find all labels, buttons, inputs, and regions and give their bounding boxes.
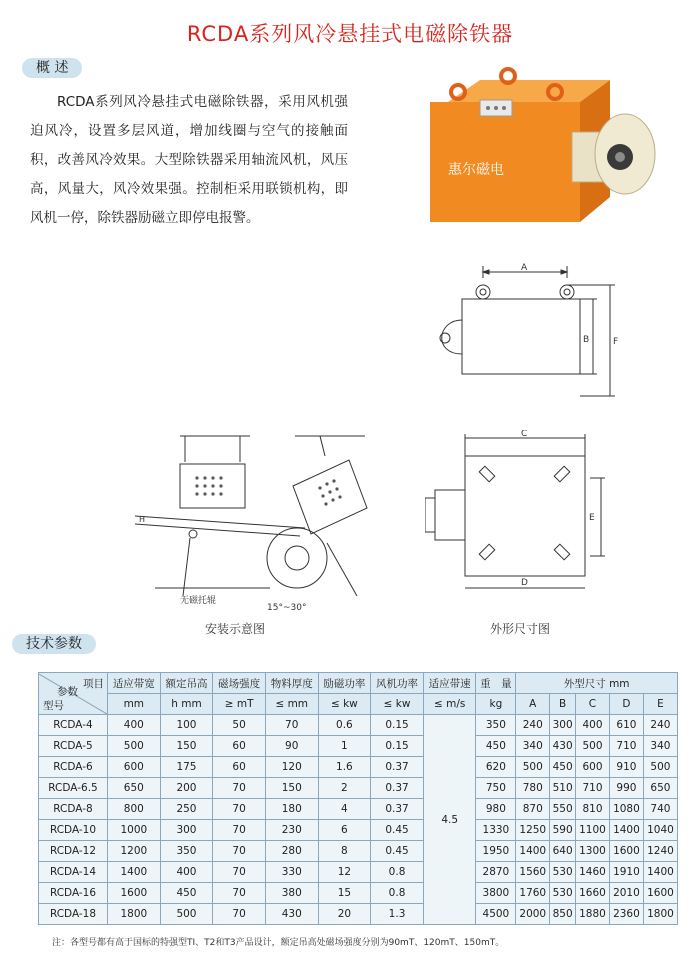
value-cell: 0.8 xyxy=(371,862,424,883)
svg-text:B: B xyxy=(583,335,590,345)
value-cell: 0.37 xyxy=(371,799,424,820)
value-cell: 230 xyxy=(265,820,318,841)
value-cell: 1 xyxy=(318,736,371,757)
model-cell: RCDA-4 xyxy=(39,715,108,736)
value-cell: 90 xyxy=(265,736,318,757)
caption-outline: 外形尺寸图 xyxy=(490,622,551,636)
spec-table-body xyxy=(39,715,678,925)
dimension-cell: 530 xyxy=(550,883,576,904)
belt-speed-cell: 4.5 xyxy=(423,715,476,925)
weight-cell: 750 xyxy=(476,778,516,799)
weight-cell: 1330 xyxy=(476,820,516,841)
model-cell: RCDA-18 xyxy=(39,904,108,925)
value-cell: 1000 xyxy=(108,820,161,841)
value-cell: 60 xyxy=(213,757,266,778)
dimension-cell: 300 xyxy=(550,715,576,736)
table-row xyxy=(39,799,678,820)
value-cell: 70 xyxy=(213,841,266,862)
dimension-cell: 710 xyxy=(576,778,610,799)
value-cell: 1200 xyxy=(108,841,161,862)
value-cell: 2 xyxy=(318,778,371,799)
spec-label: 技术参数 xyxy=(12,634,96,654)
svg-text:H: H xyxy=(139,515,146,524)
outline-dimension-drawing xyxy=(425,430,615,598)
weight-cell: 450 xyxy=(476,736,516,757)
model-cell: RCDA-10 xyxy=(39,820,108,841)
value-cell: 6 xyxy=(318,820,371,841)
value-cell: 15 xyxy=(318,883,371,904)
value-cell: 70 xyxy=(265,715,318,736)
model-cell: RCDA-5 xyxy=(39,736,108,757)
value-cell: 70 xyxy=(213,862,266,883)
dimension-cell: 1100 xyxy=(576,820,610,841)
value-cell: 1.6 xyxy=(318,757,371,778)
value-cell: 60 xyxy=(213,736,266,757)
dimension-cell: 500 xyxy=(576,736,610,757)
dimension-cell: 1460 xyxy=(576,862,610,883)
dimension-cell: 600 xyxy=(576,757,610,778)
value-cell: 120 xyxy=(265,757,318,778)
value-cell: 280 xyxy=(265,841,318,862)
weight-cell: 2870 xyxy=(476,862,516,883)
weight-cell: 3800 xyxy=(476,883,516,904)
header-dimensions: 外型尺寸 mm xyxy=(516,673,678,694)
value-cell: 450 xyxy=(160,883,213,904)
value-cell: 500 xyxy=(160,904,213,925)
dimension-cell: 510 xyxy=(550,778,576,799)
dimension-cell: 910 xyxy=(609,757,643,778)
value-cell: 70 xyxy=(213,904,266,925)
dimension-cell: 810 xyxy=(576,799,610,820)
value-cell: 70 xyxy=(213,883,266,904)
weight-cell: 350 xyxy=(476,715,516,736)
value-cell: 600 xyxy=(108,757,161,778)
header-excitation-power: 励磁功率 xyxy=(318,673,371,694)
value-cell: 1400 xyxy=(108,862,161,883)
table-row xyxy=(39,778,678,799)
dimension-cell: 870 xyxy=(516,799,550,820)
dimension-cell: 1600 xyxy=(643,883,677,904)
value-cell: 330 xyxy=(265,862,318,883)
table-row xyxy=(39,736,678,757)
dimension-cell: 1240 xyxy=(643,841,677,862)
dimension-cell: 500 xyxy=(643,757,677,778)
value-cell: 20 xyxy=(318,904,371,925)
intro-paragraph: RCDA系列风冷悬挂式电磁除铁器，采用风机强迫风冷，设置多层风道，增加线圈与空气的接触面积，改善风冷效果。大型除铁器采用轴流风机，风压高，风量大，风冷效果强。控制柜采用联锁机构，即风机一停，除铁器励磁立即停电报警。 xyxy=(30,94,348,226)
value-cell: 400 xyxy=(108,715,161,736)
installation-diagram xyxy=(135,428,375,616)
value-cell: 1800 xyxy=(108,904,161,925)
value-cell: 250 xyxy=(160,799,213,820)
value-cell: 380 xyxy=(265,883,318,904)
value-cell: 350 xyxy=(160,841,213,862)
dimension-cell: 650 xyxy=(643,778,677,799)
footnote: 注：各型号都有高于国标的特强型TI、T2和T3产品设计，额定吊高处磁场强度分别为90mT、120mT、150mT。 xyxy=(52,938,505,948)
table-row xyxy=(39,820,678,841)
dimension-cell: 1400 xyxy=(643,862,677,883)
model-cell: RCDA-8 xyxy=(39,799,108,820)
tray-label: 无磁托辊 xyxy=(180,596,217,606)
product-brand-text: 惠尔磁电 xyxy=(448,162,504,178)
value-cell: 150 xyxy=(160,736,213,757)
header-weight: 重 量 xyxy=(476,673,516,694)
value-cell: 175 xyxy=(160,757,213,778)
dimension-cell: 1400 xyxy=(516,841,550,862)
table-row xyxy=(39,757,678,778)
value-cell: 70 xyxy=(213,799,266,820)
dimension-cell: 1400 xyxy=(609,820,643,841)
dimension-cell: 1250 xyxy=(516,820,550,841)
model-cell: RCDA-14 xyxy=(39,862,108,883)
svg-text:C: C xyxy=(521,430,528,439)
table-row xyxy=(39,904,678,925)
value-cell: 0.45 xyxy=(371,841,424,862)
value-cell: 430 xyxy=(265,904,318,925)
header-hang-height: 额定吊高 xyxy=(160,673,213,694)
dimension-cell: 450 xyxy=(550,757,576,778)
svg-text:A: A xyxy=(521,263,528,273)
dimension-cell: 530 xyxy=(550,862,576,883)
model-cell: RCDA-16 xyxy=(39,883,108,904)
dimension-cell: 240 xyxy=(643,715,677,736)
value-cell: 150 xyxy=(265,778,318,799)
overview-label: 概 述 xyxy=(22,58,82,78)
dimension-cell: 1600 xyxy=(609,841,643,862)
value-cell: 70 xyxy=(213,778,266,799)
value-cell: 50 xyxy=(213,715,266,736)
value-cell: 650 xyxy=(108,778,161,799)
dimension-cell: 1760 xyxy=(516,883,550,904)
weight-cell: 620 xyxy=(476,757,516,778)
dimension-cell: 550 xyxy=(550,799,576,820)
value-cell: 200 xyxy=(160,778,213,799)
dimension-cell: 340 xyxy=(643,736,677,757)
dimension-cell: 340 xyxy=(516,736,550,757)
value-cell: 100 xyxy=(160,715,213,736)
value-cell: 0.37 xyxy=(371,778,424,799)
dimension-cell: 430 xyxy=(550,736,576,757)
value-cell: 1600 xyxy=(108,883,161,904)
value-cell: 0.15 xyxy=(371,736,424,757)
dimension-cell: 1800 xyxy=(643,904,677,925)
header-field-strength: 磁场强度 xyxy=(213,673,266,694)
dimension-cell: 2360 xyxy=(609,904,643,925)
value-cell: 0.6 xyxy=(318,715,371,736)
weight-cell: 980 xyxy=(476,799,516,820)
value-cell: 0.37 xyxy=(371,757,424,778)
header-fan-power: 风机功率 xyxy=(371,673,424,694)
dimension-cell: 400 xyxy=(576,715,610,736)
table-row xyxy=(39,715,678,736)
dimension-cell: 2000 xyxy=(516,904,550,925)
value-cell: 1.3 xyxy=(371,904,424,925)
value-cell: 300 xyxy=(160,820,213,841)
value-cell: 8 xyxy=(318,841,371,862)
value-cell: 400 xyxy=(160,862,213,883)
dimension-cell: 500 xyxy=(516,757,550,778)
model-cell: RCDA-6.5 xyxy=(39,778,108,799)
model-cell: RCDA-6 xyxy=(39,757,108,778)
page-title: RCDA系列风冷悬挂式电磁除铁器 xyxy=(186,22,514,46)
value-cell: 0.45 xyxy=(371,820,424,841)
svg-text:D: D xyxy=(521,578,528,588)
dimension-cell: 1660 xyxy=(576,883,610,904)
dimension-cell: 240 xyxy=(516,715,550,736)
table-row xyxy=(39,883,678,904)
dimension-cell: 1040 xyxy=(643,820,677,841)
dimension-cell: 1080 xyxy=(609,799,643,820)
value-cell: 0.8 xyxy=(371,883,424,904)
header-belt-speed: 适应带速 xyxy=(423,673,476,694)
angle-label: 15°~30° xyxy=(267,603,307,613)
dimension-cell: 850 xyxy=(550,904,576,925)
value-cell: 180 xyxy=(265,799,318,820)
caption-install: 安装示意图 xyxy=(205,622,266,636)
value-cell: 4 xyxy=(318,799,371,820)
value-cell: 12 xyxy=(318,862,371,883)
dimension-cell: 1880 xyxy=(576,904,610,925)
dimension-cell: 590 xyxy=(550,820,576,841)
spec-table: 项目 参数 型号 适应带宽 额定吊高 磁场强度 物料厚度 励磁功率 风机功率 适应带速 重 量 外型尺寸 mm mm h mm ≥ mT ≤ mm ≤ kw ≤ kw ≤ m/s kg A B C D E RCDA-4 400 100 50 70 0.6 0.15 4.5 350 240 300 400 610 240 RCDA-5 500 150 60 90 1 0.15 450 340 430 500 710 340 RCDA-6 600 175 60 120 1.6 0.37 620 500 450 600 910 500 RCDA-6.5 650 200 70 150 2 0.37 750 780 510 710 990 650 RCDA-8 800 250 70 180 4 0.37 980 870 550 810 1080 740 RCDA-10 1000 300 70 230 6 0.45 1330 1250 590 1100 1400 1040 RCDA-12 1200 350 70 280 8 0.45 1950 1400 640 1300 1600 1240 RCDA-14 1400 400 70 330 12 0.8 2870 1560 530 1460 1910 1400 RCDA-16 1600 450 70 380 15 0.8 3800 1760 530 1660 2010 1600 RCDA-18 1800 500 70 430 20 1.3 4500 2000 850 1880 2360 1800 xyxy=(38,672,678,925)
dimension-cell: 1910 xyxy=(609,862,643,883)
svg-text:F: F xyxy=(613,337,619,347)
header-material-thickness: 物料厚度 xyxy=(265,673,318,694)
dimension-cell: 2010 xyxy=(609,883,643,904)
value-cell: 800 xyxy=(108,799,161,820)
value-cell: 500 xyxy=(108,736,161,757)
corner-cell: 项目 参数 型号 xyxy=(39,673,108,715)
weight-cell: 1950 xyxy=(476,841,516,862)
dimension-cell: 780 xyxy=(516,778,550,799)
value-cell: 0.15 xyxy=(371,715,424,736)
weight-cell: 4500 xyxy=(476,904,516,925)
dimension-cell: 610 xyxy=(609,715,643,736)
table-row xyxy=(39,841,678,862)
dimension-cell: 990 xyxy=(609,778,643,799)
dimension-cell: 1560 xyxy=(516,862,550,883)
product-photo xyxy=(420,62,670,237)
table-row xyxy=(39,862,678,883)
header-belt-width: 适应带宽 xyxy=(108,673,161,694)
dimension-cell: 1300 xyxy=(576,841,610,862)
svg-text:E: E xyxy=(589,513,595,523)
dimension-cell: 710 xyxy=(609,736,643,757)
dimension-cell: 640 xyxy=(550,841,576,862)
dimension-cell: 740 xyxy=(643,799,677,820)
value-cell: 70 xyxy=(213,820,266,841)
model-cell: RCDA-12 xyxy=(39,841,108,862)
side-dimension-drawing xyxy=(415,258,625,408)
